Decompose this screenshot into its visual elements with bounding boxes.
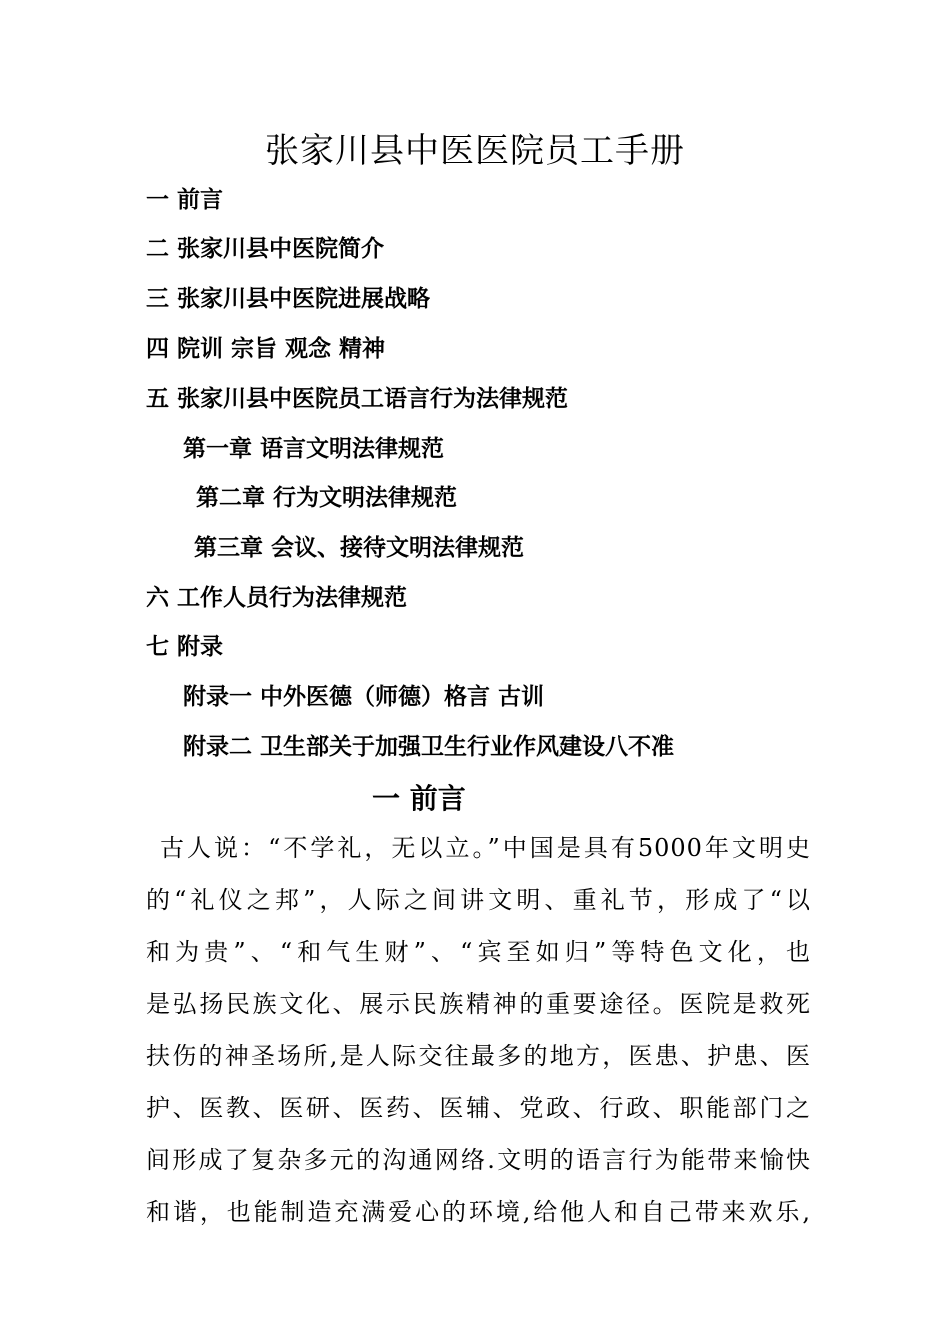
toc-appendix-one: 附录一 中外医德（师德）格言 古训 — [183, 683, 545, 710]
paragraph-line: 间形成了复杂多元的沟通网络.文明的语言行为能带来愉快 — [146, 1146, 811, 1174]
paragraph-line: 护、医教、医研、医药、医辅、党政、行政、职能部门之 — [146, 1094, 811, 1122]
toc-item-development-strategy: 三 张家川县中医院进展战略 — [146, 285, 431, 312]
paragraph-line: 扶伤的神圣场所,是人际交往最多的地方，医患、护患、医 — [146, 1042, 811, 1070]
preface-paragraph — [146, 822, 811, 1238]
toc-item-motto-spirit: 四 院训 宗旨 观念 精神 — [146, 335, 386, 362]
toc-item-preface: 一 前言 — [146, 186, 224, 213]
document-title: 张家川县中医医院员工手册 — [265, 131, 685, 171]
toc-item-staff-conduct-norms: 五 张家川县中医院员工语言行为法律规范 — [146, 385, 569, 412]
paragraph-line: 和为贵”、“和气生财”、“宾至如归”等特色文化，也 — [146, 938, 811, 966]
toc-item-appendix: 七 附录 — [146, 633, 224, 660]
toc-chapter-behavior-norms: 第二章 行为文明法律规范 — [196, 484, 458, 511]
paragraph-line: 古人说：“不学礼，无以立。”中国是具有5000年文明史 — [160, 834, 811, 862]
paragraph-line: 和谐，也能制造充满爱心的环境,给他人和自己带来欢乐, — [146, 1198, 811, 1226]
toc-appendix-two: 附录二 卫生部关于加强卫生行业作风建设八不准 — [183, 733, 675, 760]
toc-chapter-language-norms: 第一章 语言文明法律规范 — [183, 435, 445, 462]
section-heading-preface: 一 前言 — [372, 782, 466, 815]
paragraph-line: 的“礼仪之邦”，人际之间讲文明、重礼节，形成了“以 — [146, 886, 811, 914]
toc-item-hospital-intro: 二 张家川县中医院简介 — [146, 235, 385, 262]
toc-chapter-meeting-reception-norms: 第三章 会议、接待文明法律规范 — [194, 534, 525, 561]
toc-item-staff-behavior-norms: 六 工作人员行为法律规范 — [146, 584, 408, 611]
paragraph-line: 是弘扬民族文化、展示民族精神的重要途径。医院是救死 — [146, 990, 811, 1018]
